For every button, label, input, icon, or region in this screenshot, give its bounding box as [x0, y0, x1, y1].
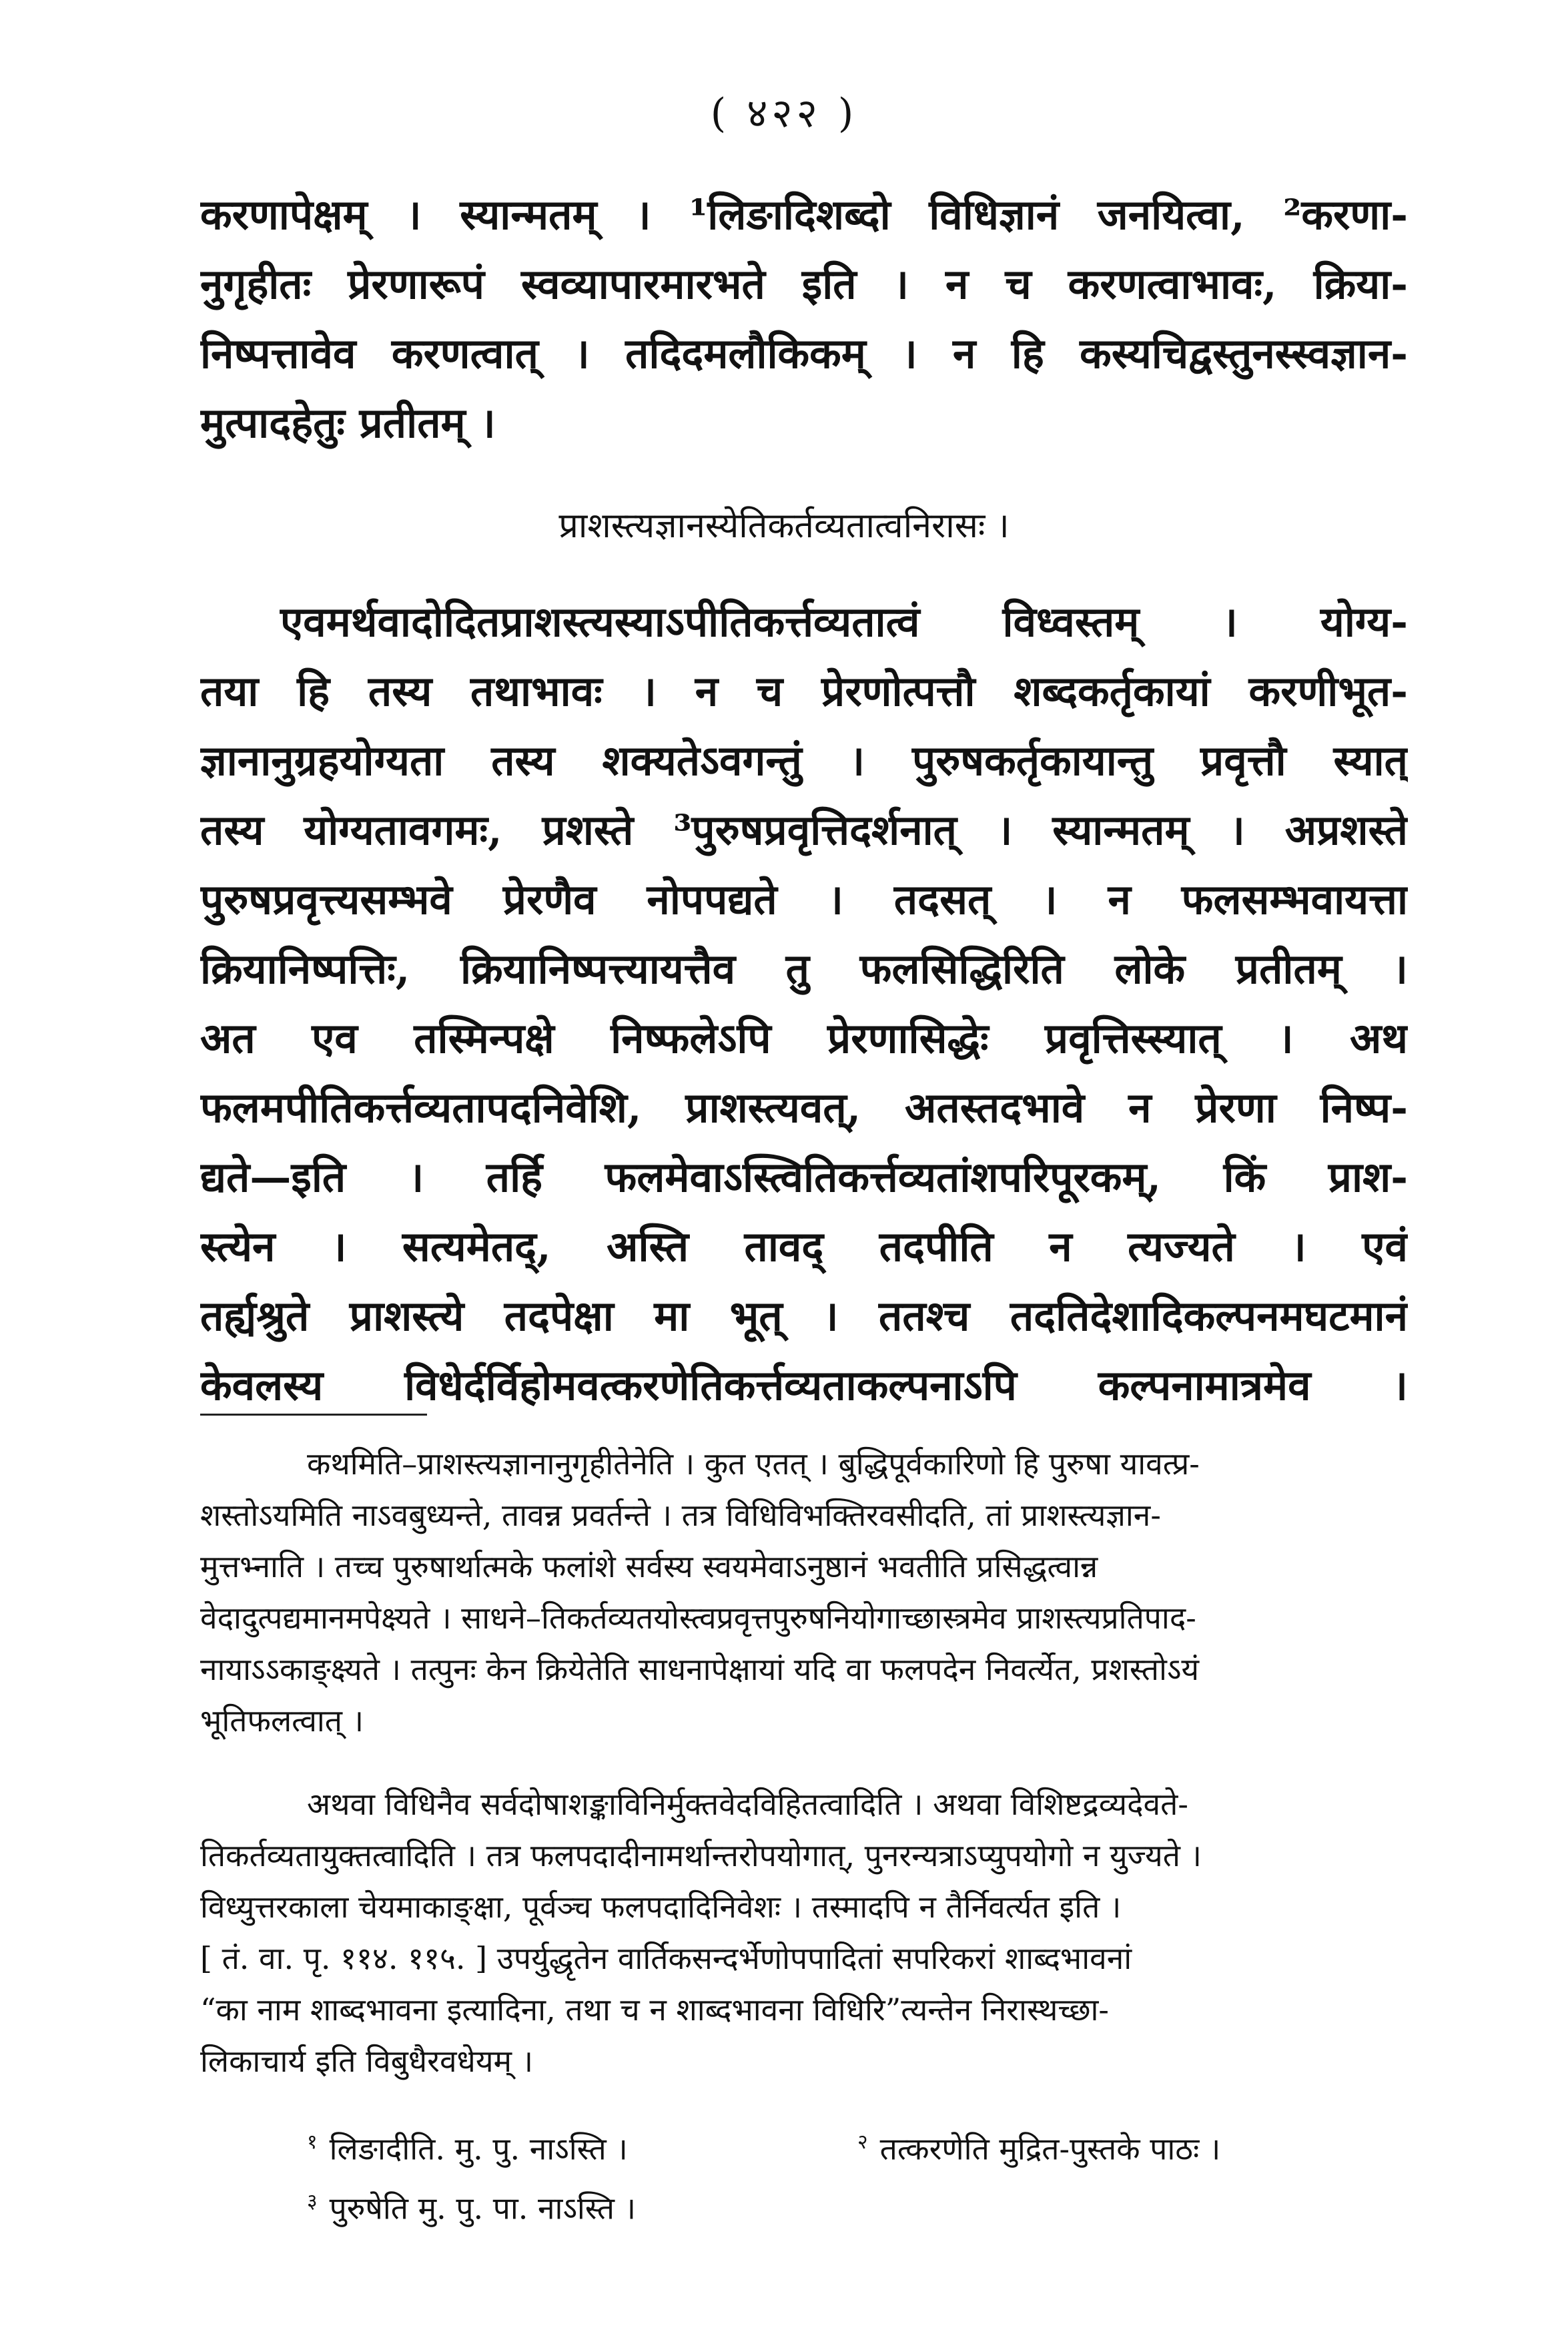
text-line: केवलस्य विधेर्दर्विहोमवत्करणेतिकर्त्तव्यताकल्पनाऽपि कल्पनामात्रमेव । — [200, 1361, 1408, 1410]
text-line: अत एव तस्मिन्पक्षे निष्फलेऽपि प्रेरणासिद्धेः प्रवृत्तिस्स्यात् । अथ — [200, 1014, 1408, 1063]
footnote-mark: ३ — [307, 2190, 318, 2214]
text-line: फलमपीतिकर्त्तव्यतापदनिवेशि, प्राशस्त्यवत्, अतस्तदभावे न प्रेरणा निष्प- — [200, 1083, 1408, 1132]
commentary-note-2 — [200, 1779, 1408, 2087]
footnote-row — [307, 2175, 1408, 2235]
footnote-text: लिङादीति. मु. पु. नाऽस्ति । — [329, 2130, 628, 2167]
text-line: क्रियानिष्पत्तिः, क्रियानिष्पत्त्यायत्तैव तु फलसिद्धिरिति लोके प्रतीतम् । — [200, 944, 1408, 993]
page-number: ( ४२२ ) — [710, 90, 858, 137]
text-line: पुरुषप्रवृत्त्यसम्भवे प्रेरणैव नोपपद्यते । तदसत् । न फलसम्भवायत्ता — [200, 875, 1408, 924]
footnote-2 — [857, 2116, 1408, 2175]
text-line: नुगृहीतः प्रेरणारूपं स्वव्यापारमारभते इति । न च करणत्वाभावः, क्रिया- — [200, 260, 1408, 308]
main-paragraph-2 — [200, 587, 1408, 1420]
note-line: भूतिफलत्वात् । — [200, 1703, 364, 1739]
commentary-note-1 — [200, 1438, 1408, 1747]
footnote-mark: १ — [307, 2130, 318, 2154]
note-line: तिकर्तव्यतायुक्तत्वादिति । तत्र फलपदादीनामर्थान्तरोपयोगात्, पुनरन्यत्राऽप्युपयोगो न युज्यते । — [200, 1837, 1202, 1873]
footnote-text: तत्करणेति मुद्रित-पुस्तके पाठः । — [879, 2130, 1221, 2167]
note-line: मुत्तभ्नाति । तच्च पुरुषार्थात्मके फलांशे सर्वस्य स्वयमेवाऽनुष्ठानं भवतीति प्रसिद्धत्वान्न — [200, 1548, 1098, 1584]
note-line: अथवा विधिनैव सर्वदोषाशङ्काविनिर्मुक्तवेदविहितत्वादिति । अथवा विशिष्टद्रव्यदेवते- — [307, 1786, 1188, 1822]
note-line: वेदादुत्पद्यमानमपेक्ष्यते । साधने–तिकर्तव्यतयोस्त्वप्रवृत्तपुरुषनियोगाच्छास्त्रमेव प्राशस्त्यप्रतिपाद- — [200, 1600, 1196, 1636]
footnote-divider — [200, 1414, 427, 1416]
text-line: तया हि तस्य तथाभावः । न च प्रेरणोत्पत्तौ शब्दकर्तृकायां करणीभूत- — [200, 667, 1408, 715]
note-line: कथमिति–प्राशस्त्यज्ञानानुगृहीतेनेति । कुत एतत् । बुद्धिपूर्वकारिणो हि पुरुषा यावत्प्र- — [307, 1446, 1200, 1482]
text-line: एवमर्थवादोदितप्राशस्त्यस्याऽपीतिकर्त्तव्यतात्वं विध्वस्तम् । योग्य- — [280, 597, 1408, 646]
text-line: ज्ञानानुग्रहयोग्यता तस्य शक्यतेऽवगन्तुं । पुरुषकर्तृकायान्तु प्रवृत्तौ स्यात् — [200, 736, 1408, 785]
text-line: करणापेक्षम् । स्यान्मतम् । ¹लिङादिशब्दो विधिज्ञानं जनयित्वा, ²करणा- — [200, 190, 1408, 239]
note-line: [ तं. वा. पृ. ११४. ११५. ] उपर्युद्धृतेन वार्तिकसन्दर्भेणोपपादितां सपरिकरां शाब्दभावनां — [200, 1940, 1132, 1976]
section-heading: प्राशस्त्यज्ञानस्येतिकर्तव्यतात्वनिरासः । — [558, 506, 1010, 546]
text-line: तस्य योग्यतावगमः, प्रशस्ते ³पुरुषप्रवृत्तिदर्शनात् । स्यान्मतम् । अप्रशस्ते — [200, 806, 1408, 854]
footnote-text: पुरुषेति मु. पु. पा. नाऽस्ति । — [329, 2190, 637, 2227]
footnote-mark: २ — [857, 2130, 868, 2154]
text-line: स्त्येन । सत्यमेतद्, अस्ति तावद् तदपीति न त्यज्यते । एवं — [200, 1222, 1408, 1271]
footnote-row — [307, 2116, 1408, 2175]
footnote-1 — [307, 2116, 857, 2175]
text-line: द्यते—इति । तर्हि फलमेवाऽस्त्वितिकर्त्तव्यतांशपरिपूरकम्, किं प्राश- — [200, 1153, 1408, 1201]
main-paragraph-1 — [200, 180, 1408, 458]
footnotes — [307, 2116, 1408, 2235]
note-line: नायाऽऽकाङ्क्ष्यते । तत्पुनः केन क्रियेतेति साधनापेक्षायां यदि वा फलपदेन निवर्त्येत, प्रशस्तोऽयं — [200, 1651, 1200, 1687]
note-line: “का नाम शाब्दभावना इत्यादिना, तथा च न शाब्दभावना विधिरि”त्यन्तेन निरास्थच्छा- — [200, 1992, 1109, 2028]
note-line: विध्युत्तरकाला चेयमाकाङ्क्षा, पूर्वञ्च फलपदादिनिवेशः । तस्मादपि न तैर्निवर्त्यत इति । — [200, 1889, 1122, 1925]
text-line: मुत्पादहेतुः प्रतीतम् । — [200, 398, 496, 447]
text-line: तर्ह्यश्रुते प्राशस्त्ये तदपेक्षा मा भूत् । ततश्च तदतिदेशादिकल्पनमघटमानं — [200, 1291, 1408, 1340]
note-line: शस्तोऽयमिति नाऽवबुध्यन्ते, तावन्न प्रवर्तन्ते । तत्र विधिविभक्तिरवसीदति, तां प्राशस्त्यज्ञान- — [200, 1497, 1161, 1533]
text-line: निष्पत्तावेव करणत्वात् । तदिदमलौकिकम् । न हि कस्यचिद्वस्तुनस्स्वज्ञान- — [200, 329, 1408, 378]
footnote-3 — [307, 2175, 881, 2235]
note-line: लिकाचार्य इति विबुधैरवधेयम् । — [200, 2043, 534, 2079]
